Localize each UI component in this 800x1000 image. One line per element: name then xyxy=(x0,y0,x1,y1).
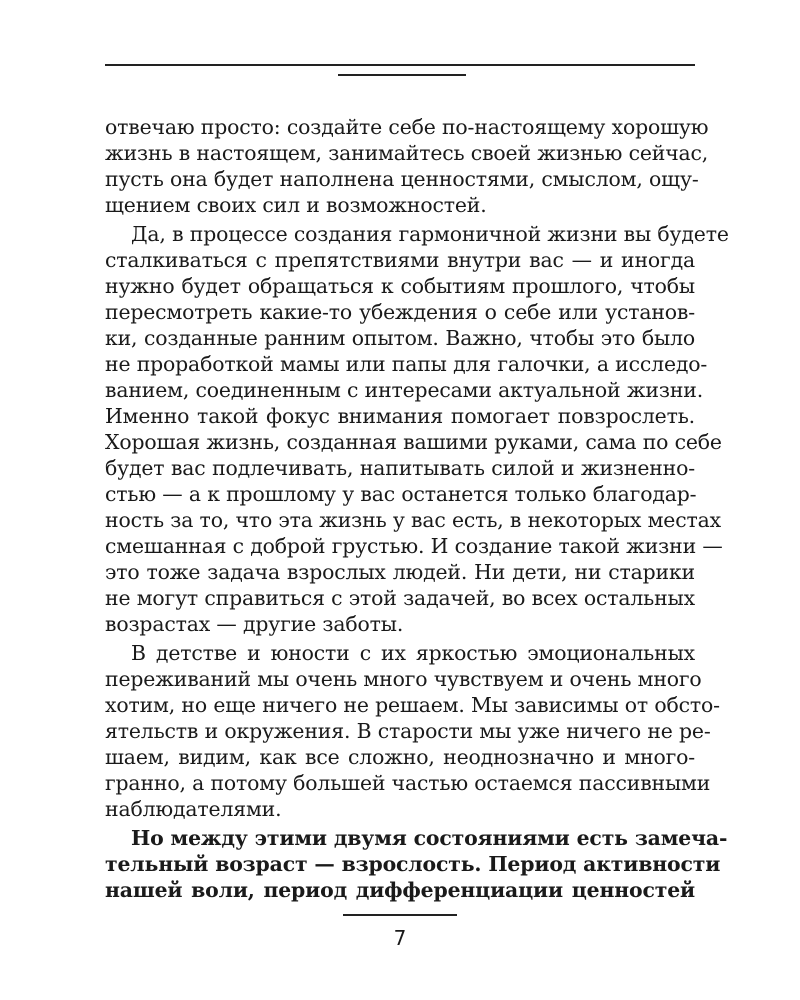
text-line: наблюдателями. xyxy=(105,797,282,821)
text-line: переживаний мы очень много чувствуем и очень много xyxy=(105,667,702,691)
text-line: стью — а к прошлому у вас останется только благодар- xyxy=(105,482,697,506)
text-line: хотим, но еще ничего не решаем. Мы зависимы от обсто- xyxy=(105,693,720,717)
text-line: Хорошая жизнь, созданная вашими руками, сама по себе xyxy=(105,430,722,454)
text-line: Именно такой фокус внимания помогает повзрослеть. xyxy=(105,404,695,428)
text-line: это тоже задача взрослых людей. Ни дети, ни старики xyxy=(105,560,695,584)
text-line: не проработкой мамы или папы для галочки, а исследо- xyxy=(105,352,708,376)
paragraph xyxy=(105,114,709,218)
text-line: жизнь в настоящем, занимайтесь своей жизнью сейчас, xyxy=(105,141,709,165)
header-short-rule xyxy=(338,74,466,76)
text-line: отвечаю просто: создайте себе по-настоящему хорошую xyxy=(105,115,709,139)
text-line: не могут справиться с этой задачей, во всех остальных xyxy=(105,586,695,610)
text-line: пересмотреть какие-то убеждения о себе или установ- xyxy=(105,300,695,324)
text-line: Да, в процессе создания гармоничной жизни вы будете xyxy=(131,222,729,246)
text-line: В детстве и юности с их яркостью эмоциональных xyxy=(131,641,695,665)
text-line: смешанная с доброй грустью. И создание такой жизни — xyxy=(105,534,723,558)
paragraph xyxy=(105,825,728,903)
text-line: ность за то, что эта жизнь у вас есть, в некоторых местах xyxy=(105,508,721,532)
text-line: ки, созданные ранним опытом. Важно, чтобы это было xyxy=(105,326,695,350)
page-number: 7 xyxy=(393,926,407,950)
footer-rule xyxy=(343,914,457,916)
text-line: ванием, соединенным с интересами актуальной жизни. xyxy=(105,378,704,402)
paragraph xyxy=(105,640,720,822)
header-rule xyxy=(105,64,695,66)
text-line: нужно будет обращаться к событиям прошлого, чтобы xyxy=(105,274,695,298)
text-line: гранно, а потому большей частью остаемся пассивными xyxy=(105,771,711,795)
text-line: Но между этими двумя состояниями есть замеча- xyxy=(131,826,728,850)
text-line: нашей воли, период дифференциации ценностей xyxy=(105,878,695,902)
text-line: возрастах — другие заботы. xyxy=(105,612,404,636)
text-line: сталкиваться с препятствиями внутри вас — и иногда xyxy=(105,248,695,272)
paragraph xyxy=(105,221,729,637)
text-line: тельный возраст — взрослость. Период активности xyxy=(105,852,721,876)
text-line: щением своих сил и возможностей. xyxy=(105,193,487,217)
text-line: пусть она будет наполнена ценностями, смыслом, ощу- xyxy=(105,167,699,191)
page-body-text xyxy=(105,114,729,903)
text-line: шаем, видим, как все сложно, неоднозначно и много- xyxy=(105,745,695,769)
text-line: ятельств и окружения. В старости мы уже ничего не ре- xyxy=(105,719,711,743)
text-line: будет вас подлечивать, напитывать силой и жизненно- xyxy=(105,456,695,480)
